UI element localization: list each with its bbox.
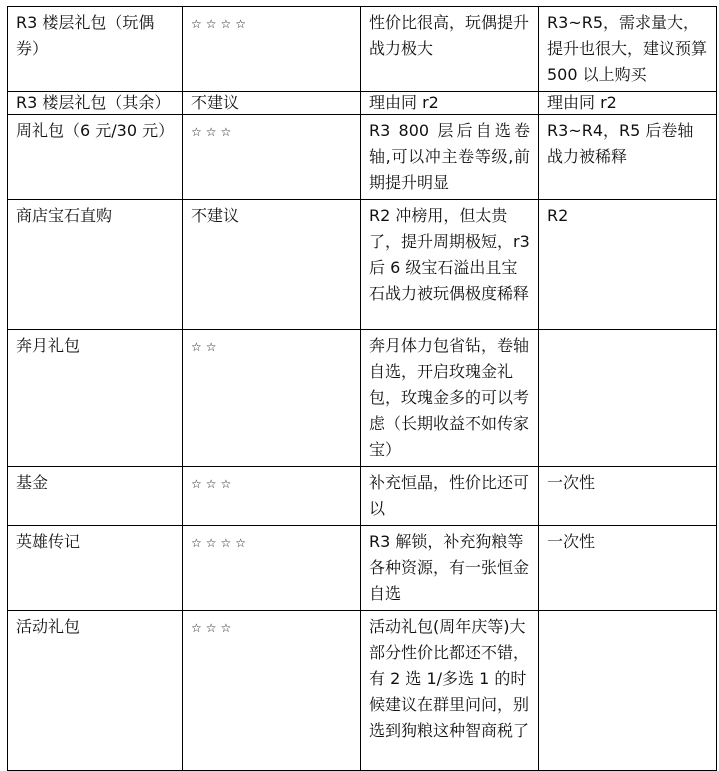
star-rating: ☆☆☆☆: [191, 17, 251, 31]
note-cell: 一次性: [539, 467, 717, 526]
table-row: [8, 200, 717, 330]
reason-cell: 奔月体力包省钻，卷轴自选，开启玫瑰金礼包，玫瑰金多的可以考虑（长期收益不如传家宝）: [361, 330, 539, 467]
rating-cell: [183, 526, 361, 611]
table-row: [8, 330, 717, 467]
reason-cell: 性价比很高，玩偶提升战力极大: [361, 7, 539, 92]
note-cell: 一次性: [539, 526, 717, 611]
star-rating: ☆☆☆: [191, 125, 236, 139]
item-name-cell: R3 楼层礼包（玩偶券）: [8, 7, 183, 92]
item-name-cell: 活动礼包: [8, 611, 183, 771]
star-rating: ☆☆☆: [191, 477, 236, 491]
star-rating: ☆☆: [191, 340, 221, 354]
item-name-cell: 基金: [8, 467, 183, 526]
table-row: [8, 467, 717, 526]
recommendation-table: [7, 6, 717, 771]
rating-cell: [183, 611, 361, 771]
rating-cell: 不建议: [183, 92, 361, 115]
reason-cell: 补充恒晶，性价比还可以: [361, 467, 539, 526]
item-name-cell: 商店宝石直购: [8, 200, 183, 330]
rating-cell: [183, 115, 361, 200]
rating-cell: 不建议: [183, 200, 361, 330]
table-row: [8, 611, 717, 771]
table-row: [8, 92, 717, 115]
note-cell: 理由同 r2: [539, 92, 717, 115]
note-cell: [539, 330, 717, 467]
table-row: [8, 7, 717, 92]
item-name-cell: R3 楼层礼包（其余）: [8, 92, 183, 115]
note-cell: R3~R5，需求量大，提升也很大，建议预算 500 以上购买: [539, 7, 717, 92]
rating-cell: [183, 330, 361, 467]
star-rating: ☆☆☆: [191, 621, 236, 635]
note-cell: [539, 611, 717, 771]
table-row: [8, 115, 717, 200]
reason-cell: 活动礼包(周年庆等)大部分性价比都还不错，有 2 选 1/多选 1 的时候建议在群里问问，别选到狗粮这种智商税了: [361, 611, 539, 771]
item-name-cell: 周礼包（6 元/30 元）: [8, 115, 183, 200]
star-rating: ☆☆☆☆: [191, 536, 251, 550]
item-name-cell: 奔月礼包: [8, 330, 183, 467]
reason-cell: R3 800 层后自选卷轴,可以冲主卷等级,前期提升明显: [361, 115, 539, 200]
note-cell: R2: [539, 200, 717, 330]
reason-cell: R3 解锁，补充狗粮等各种资源，有一张恒金自选: [361, 526, 539, 611]
rating-cell: [183, 467, 361, 526]
rating-cell: [183, 7, 361, 92]
table-row: [8, 526, 717, 611]
reason-cell: R2 冲榜用，但太贵了，提升周期极短，r3 后 6 级宝石溢出且宝石战力被玩偶极度稀释: [361, 200, 539, 330]
item-name-cell: 英雄传记: [8, 526, 183, 611]
note-cell: R3~R4，R5 后卷轴战力被稀释: [539, 115, 717, 200]
reason-cell: 理由同 r2: [361, 92, 539, 115]
